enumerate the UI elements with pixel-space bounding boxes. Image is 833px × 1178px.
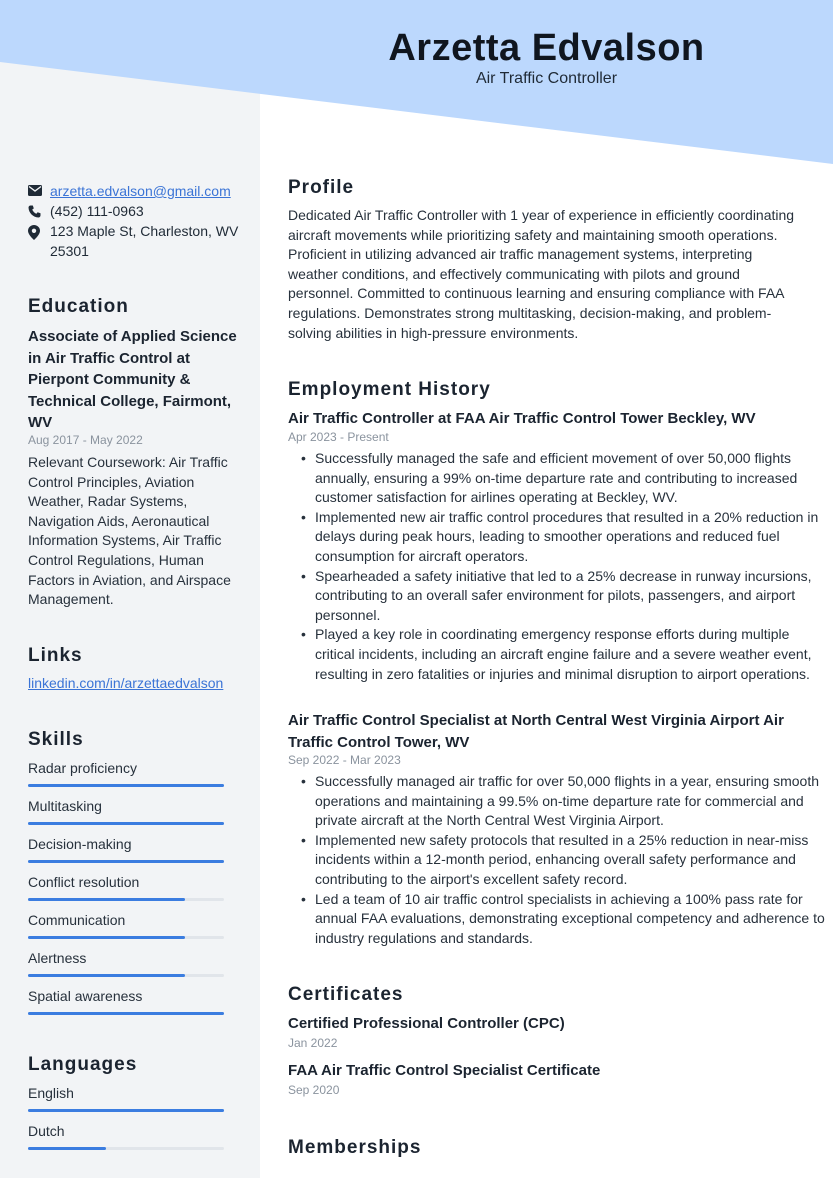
education-description: Relevant Coursework: Air Traffic Control Principles, Aviation Weather, Radar Systems, Navigation Aids, Aeronautical Information Systems, Air Traffic Control Regulations, Human Factors in Aviation, and Airspace Management. [28,454,231,608]
skill-bar-fill [28,822,224,825]
profile-heading: Profile [288,177,355,198]
skill-bar-fill [28,1012,224,1015]
address: 123 Maple St, Charleston, WV 25301 [50,223,239,259]
skill-bar-fill [28,936,185,939]
skill-item [28,987,224,1015]
memberships-heading: Memberships [288,1137,422,1158]
job-bullet: • Successfully managed the safe and efficient movement of over 50,000 flights annually, ensuring a 99% on-time departure rate and contributing to increased customer satisfaction for airlines operating at Beckley, WV. [315,449,830,508]
skill-label: Multitasking [28,798,102,814]
certificate-title: FAA Air Traffic Control Specialist Certificate [288,1062,601,1079]
education-dates: Aug 2017 - May 2022 [28,433,143,447]
skill-label: Decision-making [28,836,132,852]
certificates-heading: Certificates [288,984,404,1005]
job-title: Air Traffic Control Specialist at North Central West Virginia Airport Air Traffic Control Tower, WV [288,712,784,751]
language-bar [28,1109,224,1112]
certificate-date: Jan 2022 [288,1036,338,1050]
job-title: Air Traffic Controller at FAA Air Traffic Control Tower Beckley, WV [288,410,756,427]
skill-bar [28,822,224,825]
skill-bar [28,898,224,901]
email-link[interactable]: arzetta.edvalson@gmail.com [50,183,231,199]
job-bullet: • Implemented new air traffic control procedures that resulted in a 20% reduction in delays during peak hours, leading to smoother operations and reduced fuel consumption for aircraft operators. [315,508,830,567]
linkedin-link[interactable]: linkedin.com/in/arzettaedvalson [28,675,224,691]
candidate-title: Air Traffic Controller [475,70,618,87]
job-bullet: • Led a team of 10 air traffic control specialists in achieving a 100% pass rate for annual FAA evaluations, demonstrating exceptional competency and adherence to industry regulations and standards. [315,890,830,949]
skill-bar [28,936,224,939]
certificate-title: Certified Professional Controller (CPC) [288,1015,565,1032]
candidate-name: Arzetta Edvalson [388,27,705,69]
phone-number: (452) 111-0963 [50,203,144,219]
job-bullet: • Spearheaded a safety initiative that led to a 25% decrease in runway incursions, contributing to an overall safer environment for pilots, passengers, and airport personnel. [315,567,830,626]
contact-address-row [28,221,243,261]
language-bar-fill [28,1147,106,1150]
skill-bar-fill [28,784,224,787]
skill-label: Alertness [28,950,87,966]
skill-bar [28,1012,224,1015]
job-bullets [288,772,830,948]
language-bar [28,1147,224,1150]
skill-item [28,797,224,825]
job-bullet: • Successfully managed air traffic for over 50,000 flights in a year, ensuring smooth operations and maintaining a 99.5% on-time departure rate for commercial and private aircraft at the North Central West Virginia Airport. [315,772,830,831]
contact-phone-row [28,201,243,221]
job-dates: Apr 2023 - Present [288,430,389,444]
language-bar-fill [28,1109,224,1112]
skill-item [28,835,224,863]
map-pin-icon [28,221,50,240]
skill-label: Spatial awareness [28,988,143,1004]
skill-label: Conflict resolution [28,874,140,890]
skill-bar-fill [28,974,185,977]
skill-item [28,949,224,977]
employment-heading: Employment History [288,379,491,400]
contact-email-row [28,181,243,201]
skill-item [28,873,224,901]
profile-text: Dedicated Air Traffic Controller with 1 year of experience in efficiently coordinating aircraft movements while prioritizing safety and maintaining smooth operations. Proficient in utilizing advanced air traffic management systems, interpreting weather conditions, and effectively communicating with pilots and ground personnel. Committed to continuous learning and ensuring compliance with FAA regulations. Demonstrates strong multitasking, decision-making, and problem-solving abilities in high-pressure environments. [288,207,795,341]
skill-bar [28,784,224,787]
education-heading: Education [28,296,129,317]
education-degree: Associate of Applied Science in Air Traffic Control at Pierpont Community & Technical College, Fairmont, WV [28,328,237,431]
skill-label: Radar proficiency [28,760,137,776]
envelope-icon [28,181,50,196]
language-label: English [28,1085,74,1101]
skill-bar [28,974,224,977]
certificate-date: Sep 2020 [288,1083,340,1097]
skill-item [28,911,224,939]
skill-bar-fill [28,860,224,863]
job-bullets [288,449,830,684]
skill-item [28,759,224,787]
skill-bar-fill [28,898,185,901]
language-item [28,1084,224,1112]
contact-block [28,181,243,261]
job-bullet: • Implemented new safety protocols that resulted in a 25% reduction in near-miss incidents within a 12-month period, enhancing overall safety performance and contributing to the airport's excellent safety record. [315,831,830,890]
job-bullet: • Played a key role in coordinating emergency response efforts during multiple critical incidents, including an aircraft engine failure and a severe weather event, resulting in zero fatalities or injuries and minimal disruption to airport operations. [315,625,830,684]
language-label: Dutch [28,1123,65,1139]
links-heading: Links [28,645,83,666]
languages-heading: Languages [28,1054,138,1075]
language-item [28,1122,224,1150]
skill-bar [28,860,224,863]
job-dates: Sep 2022 - Mar 2023 [288,753,401,767]
phone-icon [28,201,50,218]
skill-label: Communication [28,912,126,928]
skills-heading: Skills [28,729,84,750]
